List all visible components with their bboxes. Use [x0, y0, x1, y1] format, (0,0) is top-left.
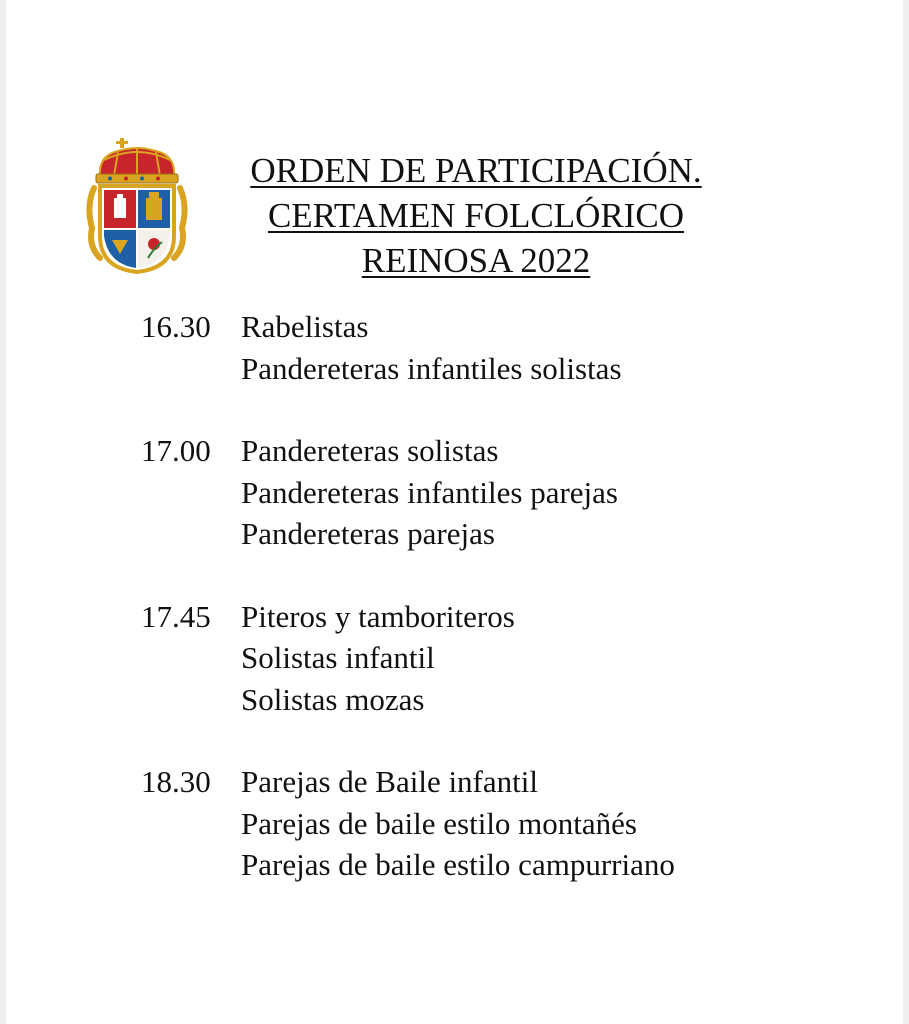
- slot-item: Rabelistas: [241, 309, 369, 344]
- slot-item: Pandereteras infantiles solistas: [241, 350, 622, 386]
- slot-item: Parejas de Baile infantil: [241, 764, 538, 799]
- slot-item: Solistas infantil: [241, 640, 435, 675]
- slot-time: 17.45: [141, 598, 211, 634]
- slot-item: Piteros y tamboriteros: [241, 598, 515, 634]
- schedule-slot: [141, 306, 861, 389]
- schedule-slot: [141, 430, 861, 555]
- participation-schedule: [141, 306, 861, 927]
- document-title: [196, 148, 756, 283]
- title-line-3: REINOSA 2022: [361, 241, 591, 280]
- slot-item: Solistas mozas: [241, 681, 425, 717]
- coat-of-arms-icon: [86, 136, 188, 276]
- schedule-slot: [141, 596, 861, 721]
- title-line-2: CERTAMEN FOLCLÓRICO: [267, 196, 685, 235]
- slot-item: Pandereteras infantiles parejas: [241, 474, 618, 510]
- slot-item: Pandereteras parejas: [241, 516, 495, 551]
- crown-icon: [96, 138, 178, 183]
- slot-item: Parejas de baile estilo montañés: [241, 805, 637, 841]
- slot-time: 18.30: [141, 764, 211, 799]
- slot-time: 17.00: [141, 433, 211, 468]
- title-line-1: ORDEN DE PARTICIPACIÓN.: [250, 151, 702, 190]
- slot-item: Pandereteras solistas: [241, 433, 499, 468]
- schedule-slot: [141, 761, 861, 886]
- slot-time: 16.30: [141, 309, 211, 344]
- slot-item: Parejas de baile estilo campurriano: [241, 847, 675, 882]
